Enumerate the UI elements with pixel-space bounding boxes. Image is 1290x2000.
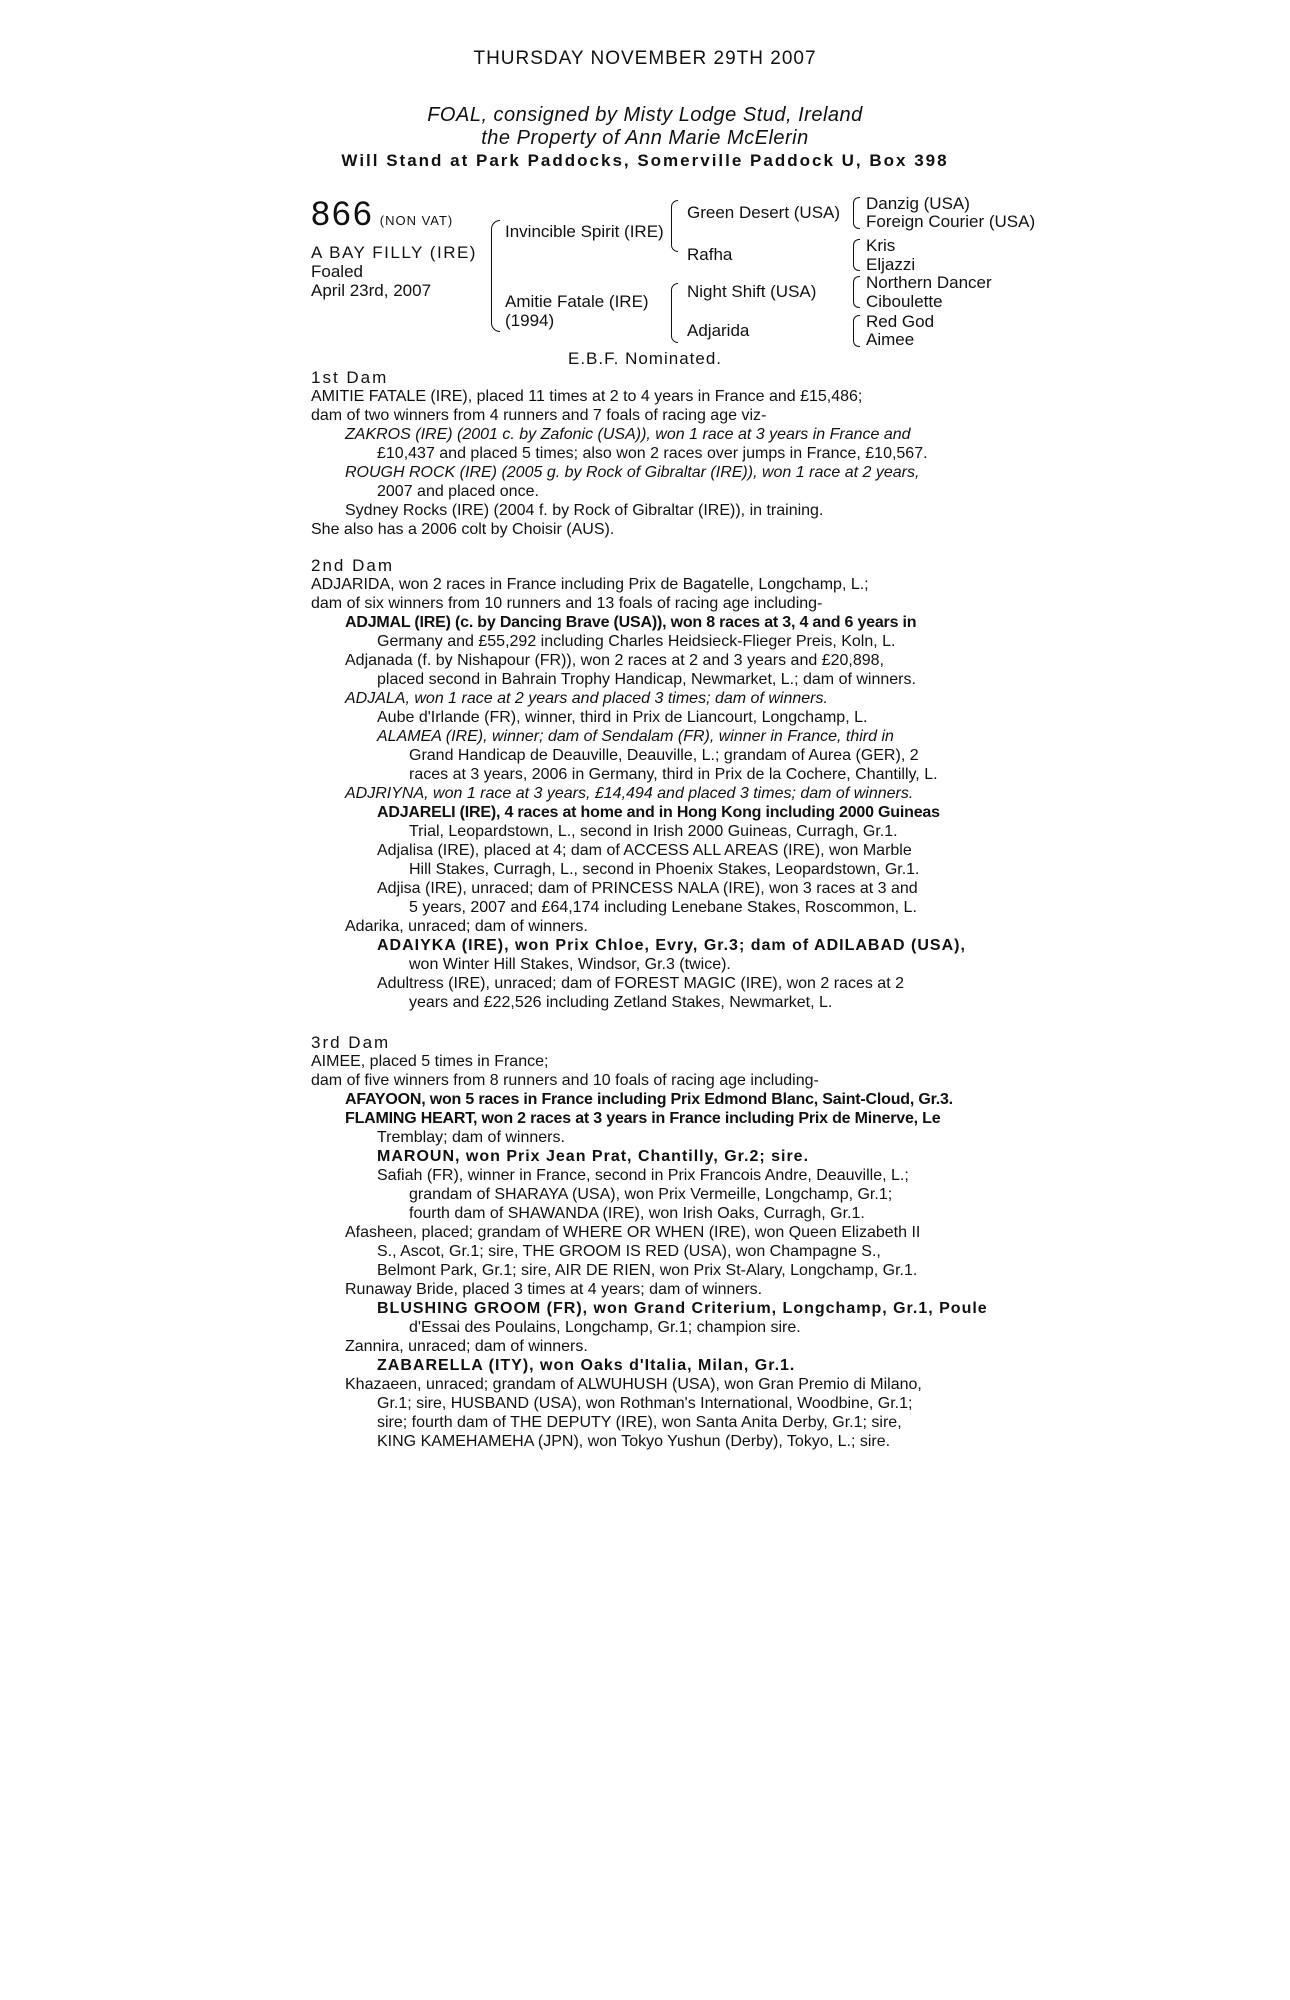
pedigree-dam-sire: Night Shift (USA) — [687, 282, 817, 301]
dam-line: Grand Handicap de Deauville, Deauville, L.; grandam of Aurea (GER), 2 — [409, 747, 919, 764]
dam-line: Trial, Leopardstown, L., second in Irish 2000 Guineas, Curragh, Gr.1. — [409, 823, 898, 840]
dam-line: Zannira, unraced; dam of winners. — [345, 1338, 588, 1355]
dam-line: Adjanada (f. by Nishapour (FR)), won 2 races at 2 and 3 years and £20,898, — [345, 652, 884, 669]
dam-line: KING KAMEHAMEHA (JPN), won Tokyo Yushun (Derby), Tokyo, L.; sire. — [377, 1433, 891, 1450]
dam-line: Adultress (IRE), unraced; dam of FOREST MAGIC (IRE), won 2 races at 2 — [377, 975, 904, 992]
dam-line: fourth dam of SHAWANDA (IRE), won Irish Oaks, Curragh, Gr.1. — [409, 1205, 865, 1222]
dam-line: MAROUN, won Prix Jean Prat, Chantilly, Gr.2; sire. — [377, 1148, 810, 1165]
stand-location: Will Stand at Park Paddocks, Somerville Paddock U, Box 398 — [341, 151, 949, 170]
dam-line: BLUSHING GROOM (FR), won Grand Criterium, Longchamp, Gr.1, Poule — [377, 1300, 988, 1317]
dam-line: dam of five winners from 8 runners and 10 foals of racing age including- — [311, 1072, 819, 1089]
dam-line: ADJARELI (IRE), 4 races at home and in Hong Kong including 2000 Guineas — [377, 804, 940, 821]
pedigree-dam-dam: Adjarida — [687, 321, 750, 340]
pedigree-main-brace — [491, 220, 500, 332]
third-dam-section — [311, 1033, 991, 1451]
dam-line: d'Essai des Poulains, Longchamp, Gr.1; champion sire. — [409, 1319, 801, 1336]
gg-brace-3 — [853, 276, 860, 308]
pedigree-gg-5: Northern Dancer — [866, 273, 992, 292]
dam-line: Aube d'Irlande (FR), winner, third in Prix de Liancourt, Longchamp, L. — [377, 709, 868, 726]
dam-line: She also has a 2006 colt by Choisir (AUS). — [311, 521, 615, 538]
dam-line: ADAIYKA (IRE), won Prix Chloe, Evry, Gr.3; dam of ADILABAD (USA), — [377, 937, 966, 954]
ebf-nomination: E.B.F. Nominated. — [568, 349, 723, 368]
dam-line: ZABARELLA (ITY), won Oaks d'Italia, Milan, Gr.1. — [377, 1357, 796, 1374]
first-dam-section — [311, 368, 991, 539]
lot-description — [311, 243, 477, 300]
dam-line: Adjisa (IRE), unraced; dam of PRINCESS NALA (IRE), won 3 races at 3 and — [377, 880, 918, 897]
dam-line-brace — [671, 283, 678, 343]
gg-brace-1 — [853, 197, 860, 229]
sire-line-brace — [671, 200, 678, 252]
dam-line: grandam of SHARAYA (USA), won Prix Vermeille, Longchamp, Gr.1; — [409, 1186, 893, 1203]
dam-line: Adarika, unraced; dam of winners. — [345, 918, 588, 935]
dam-line: Safiah (FR), winner in France, second in Prix Francois Andre, Deauville, L.; — [377, 1167, 909, 1184]
dam-line: AIMEE, placed 5 times in France; — [311, 1053, 549, 1070]
dam-line: Afasheen, placed; grandam of WHERE OR WHEN (IRE), won Queen Elizabeth II — [345, 1224, 921, 1241]
dam-line: £10,437 and placed 5 times; also won 2 races over jumps in France, £10,567. — [377, 445, 928, 462]
dam-line: dam of six winners from 10 runners and 13 foals of racing age including- — [311, 595, 823, 612]
dam-line: Gr.1; sire, HUSBAND (USA), won Rothman's International, Woodbine, Gr.1; — [377, 1395, 913, 1412]
dam-line: 2007 and placed once. — [377, 483, 539, 500]
dam-line: Runaway Bride, placed 3 times at 4 years; dam of winners. — [345, 1281, 763, 1298]
second-dam-section — [311, 556, 991, 1012]
dam-line: Sydney Rocks (IRE) (2004 f. by Rock of Gibraltar (IRE)), in training. — [345, 502, 824, 519]
pedigree-sire-dam: Rafha — [687, 245, 733, 264]
pedigree-gg-6: Ciboulette — [866, 292, 943, 311]
dam-line: ALAMEA (IRE), winner; dam of Sendalam (FR), winner in France, third in — [377, 728, 894, 745]
dam-line: Germany and £55,292 including Charles Heidsieck-Flieger Preis, Koln, L. — [377, 633, 896, 650]
pedigree-sire-sire: Green Desert (USA) — [687, 203, 841, 222]
dam-line: AMITIE FATALE (IRE), placed 11 times at 2 to 4 years in France and £15,486; — [311, 388, 863, 405]
foaled-date: April 23rd, 2007 — [311, 281, 432, 300]
second-dam-heading: 2nd Dam — [311, 556, 394, 575]
gg-brace-2 — [853, 239, 860, 271]
pedigree-dam: Amitie Fatale (IRE) — [505, 292, 649, 311]
dam-line: ADJMAL (IRE) (c. by Dancing Brave (USA)), won 8 races at 3, 4 and 6 years in — [345, 614, 917, 631]
dam-line: ZAKROS (IRE) (2001 c. by Zafonic (USA)), won 1 race at 3 years in France and — [345, 426, 911, 443]
dam-line: races at 3 years, 2006 in Germany, third in Prix de la Cochere, Chantilly, L. — [409, 766, 938, 783]
dam-line: AFAYOON, won 5 races in France including Prix Edmond Blanc, Saint-Cloud, Gr.3. — [345, 1091, 953, 1108]
lot-number-block — [311, 195, 453, 234]
dam-line: ADJRIYNA, won 1 race at 3 years, £14,494 and placed 3 times; dam of winners. — [345, 785, 914, 802]
page-date-header: THURSDAY NOVEMBER 29TH 2007 — [473, 48, 817, 69]
foaled-label: Foaled — [311, 262, 363, 281]
dam-line: ADJARIDA, won 2 races in France including Prix de Bagatelle, Longchamp, L.; — [311, 576, 869, 593]
pedigree-gg-4: Eljazzi — [866, 255, 916, 274]
pedigree-gg-8: Aimee — [866, 330, 915, 349]
dam-line: 5 years, 2007 and £64,174 including Lenebane Stakes, Roscommon, L. — [409, 899, 917, 916]
pedigree-dam-year: (1994) — [505, 311, 555, 330]
dam-line: S., Ascot, Gr.1; sire, THE GROOM IS RED (USA), won Champagne S., — [377, 1243, 881, 1260]
property-line: the Property of Ann Marie McElerin — [481, 127, 809, 149]
pedigree-sire: Invincible Spirit (IRE) — [505, 222, 664, 241]
dam-line: Khazaeen, unraced; grandam of ALWUHUSH (USA), won Gran Premio di Milano, — [345, 1376, 922, 1393]
consignor-line: FOAL, consigned by Misty Lodge Stud, Ireland — [427, 104, 863, 126]
pedigree-gg-7: Red God — [866, 312, 935, 331]
dam-line: Tremblay; dam of winners. — [377, 1129, 565, 1146]
dam-line: Adjalisa (IRE), placed at 4; dam of ACCESS ALL AREAS (IRE), won Marble — [377, 842, 912, 859]
gg-brace-4 — [853, 315, 860, 347]
dam-line: ROUGH ROCK (IRE) (2005 g. by Rock of Gibraltar (IRE)), won 1 race at 2 years, — [345, 464, 920, 481]
pedigree-gg-3: Kris — [866, 236, 896, 255]
dam-line: dam of two winners from 4 runners and 7 foals of racing age viz- — [311, 407, 767, 424]
horse-description: A BAY FILLY (IRE) — [311, 243, 477, 262]
pedigree-gg-2: Foreign Courier (USA) — [866, 212, 1036, 231]
dam-line: FLAMING HEART, won 2 races at 3 years in France including Prix de Minerve, Le — [345, 1110, 941, 1127]
dam-line: won Winter Hill Stakes, Windsor, Gr.3 (twice). — [409, 956, 731, 973]
dam-line: Hill Stakes, Curragh, L., second in Phoenix Stakes, Leopardstown, Gr.1. — [409, 861, 920, 878]
lot-number: 866 — [311, 195, 374, 233]
pedigree-gg-1: Danzig (USA) — [866, 194, 970, 213]
first-dam-heading: 1st Dam — [311, 368, 389, 387]
dam-line: years and £22,526 including Zetland Stakes, Newmarket, L. — [409, 994, 833, 1011]
dam-line: sire; fourth dam of THE DEPUTY (IRE), won Santa Anita Derby, Gr.1; sire, — [377, 1414, 902, 1431]
third-dam-heading: 3rd Dam — [311, 1033, 391, 1052]
dam-line: Belmont Park, Gr.1; sire, AIR DE RIEN, won Prix St-Alary, Longchamp, Gr.1. — [377, 1262, 918, 1279]
dam-line: placed second in Bahrain Trophy Handicap, Newmarket, L.; dam of winners. — [377, 671, 916, 688]
vat-status: (NON VAT) — [379, 213, 454, 228]
dam-line: ADJALA, won 1 race at 2 years and placed 3 times; dam of winners. — [345, 690, 828, 707]
